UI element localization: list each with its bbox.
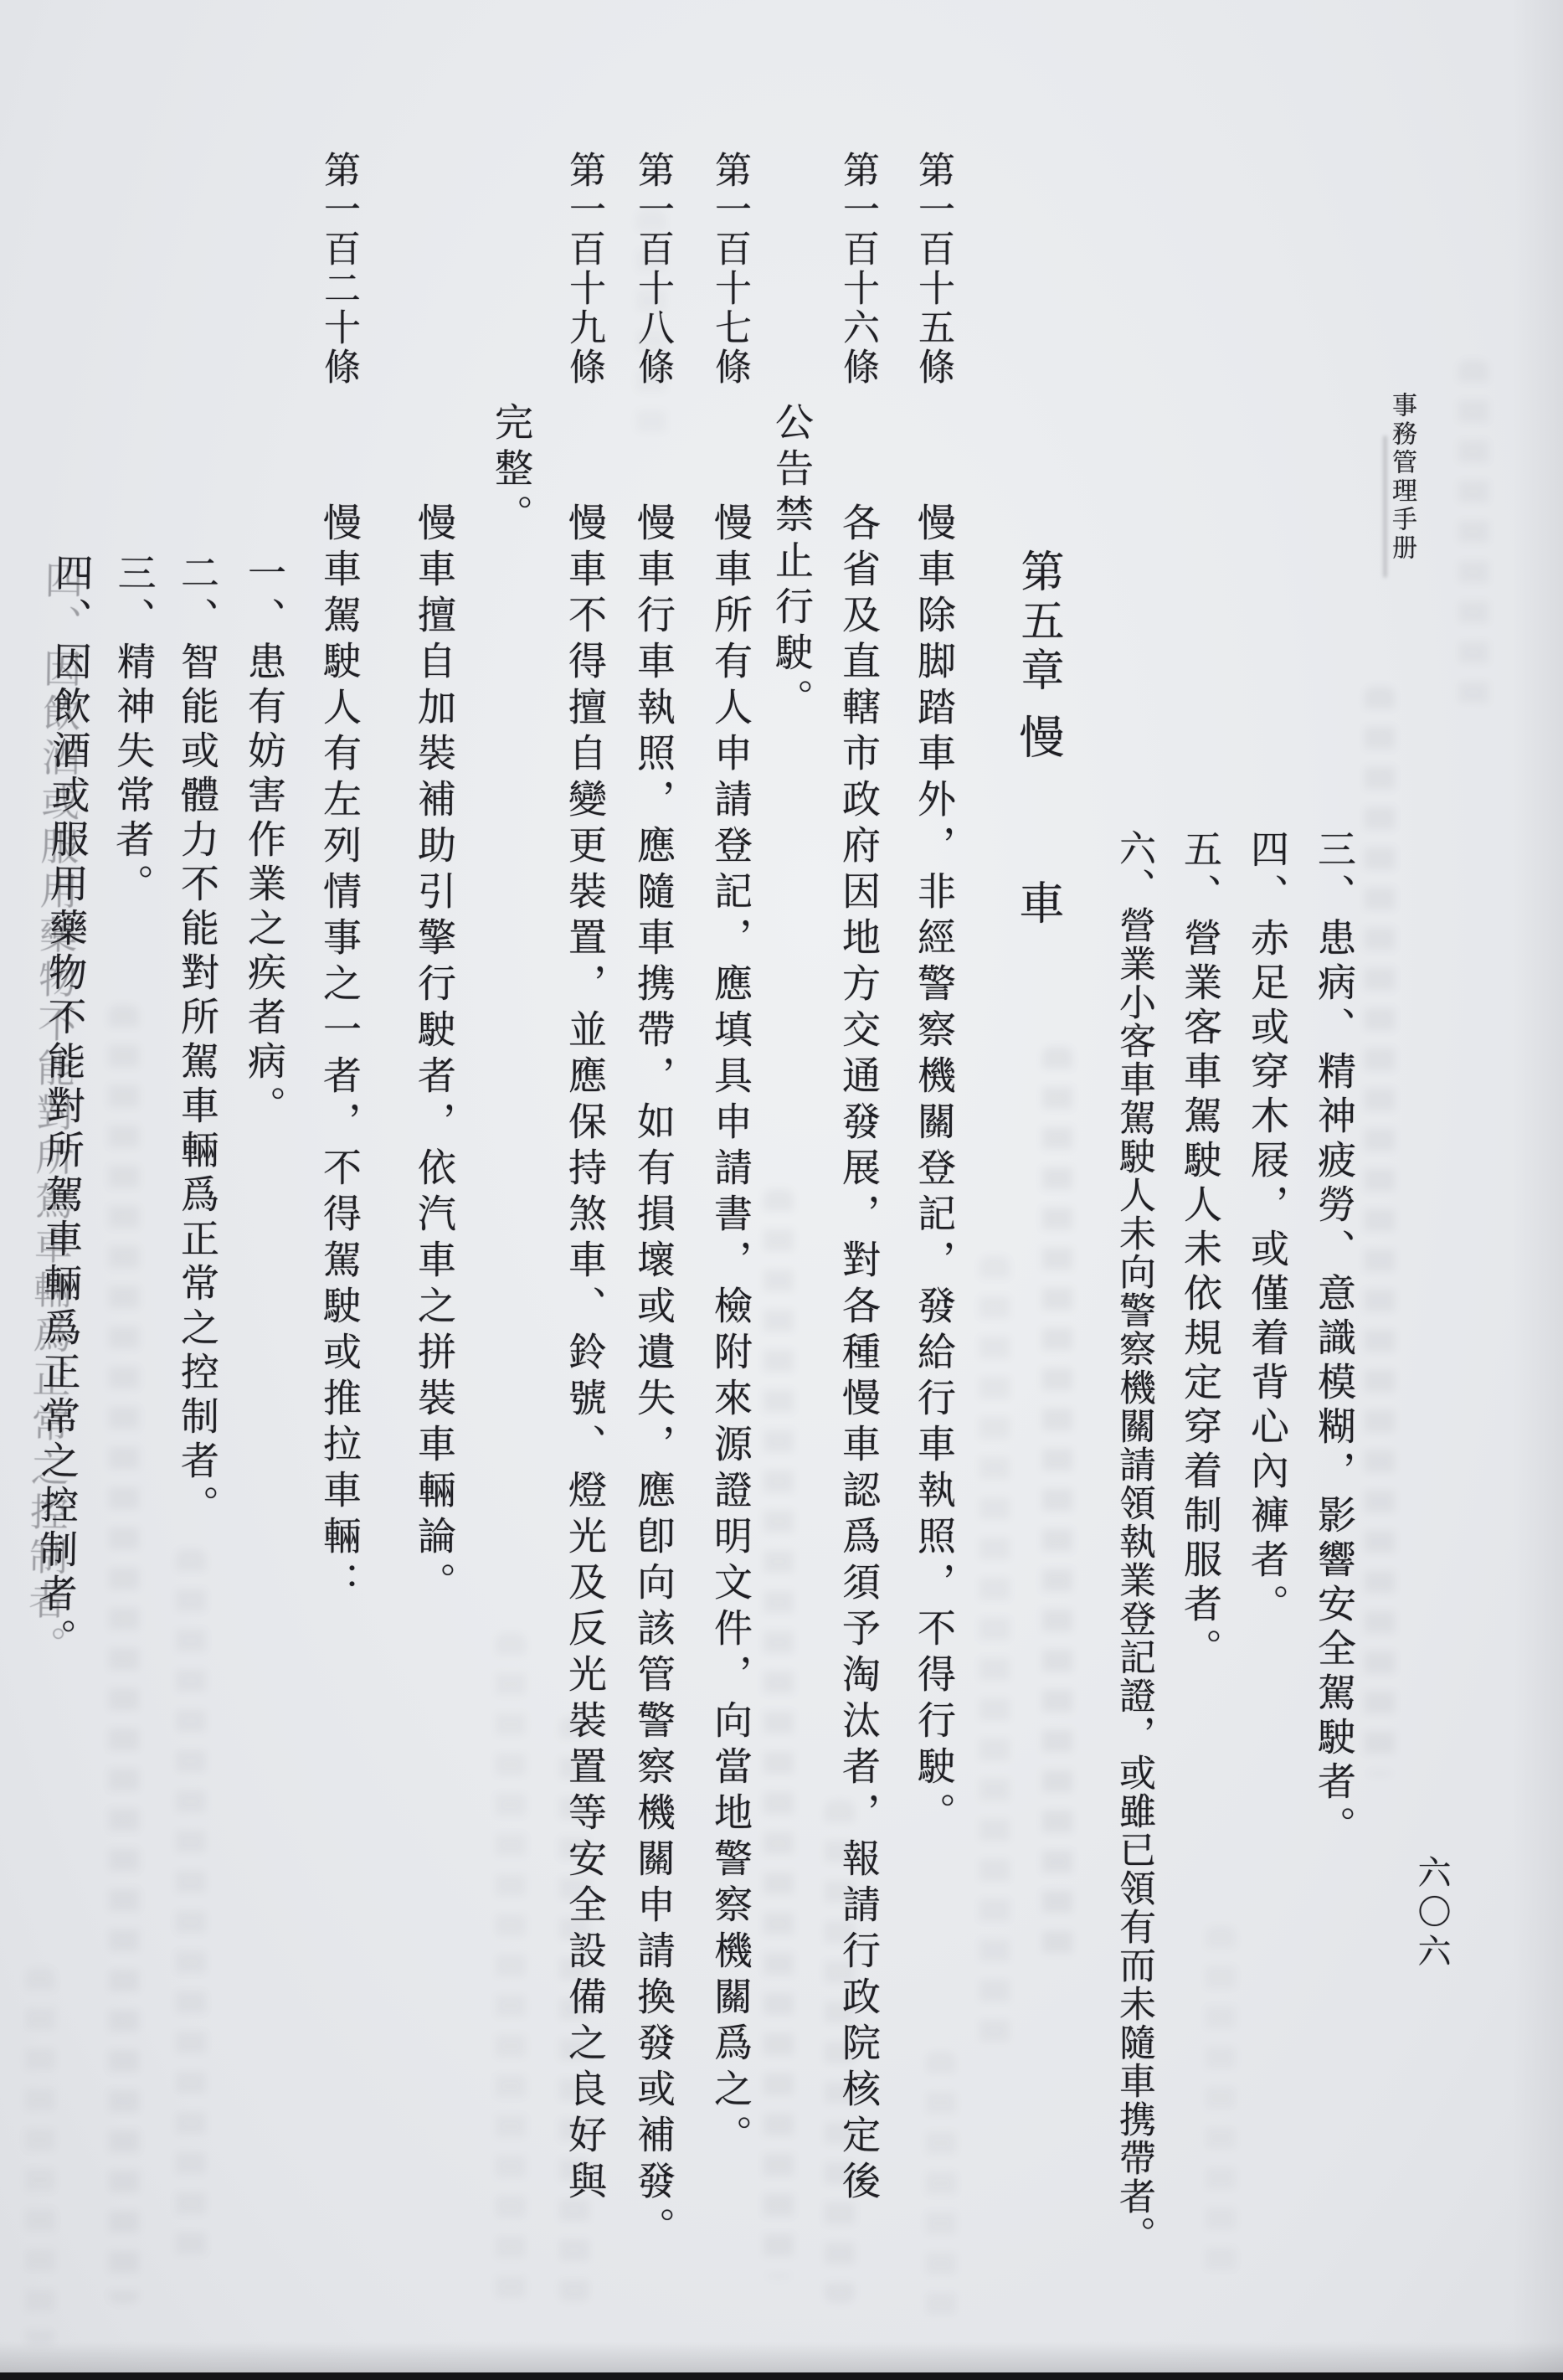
- article-117-text: 慢車所有人申請登記，應填具申請書，檢附來源證明文件，向當地警察機關爲之。: [709, 502, 752, 2161]
- prev-article-item-3: 三、患病、精神疲勞、意識模糊，影響安全駕駛者。: [1313, 829, 1355, 1850]
- article-116-label: 第一百十六條: [837, 151, 878, 387]
- article-115-label: 第一百十五條: [913, 151, 954, 387]
- article-119-paragraph-2: 慢車擅自加裝補助引擎行駛者，依汽車之拼裝車輛論。: [413, 502, 455, 1608]
- prev-article-item-4: 四、赤足或穿木屐，或僅着背心內褲者。: [1246, 829, 1288, 1628]
- bleed-through-artifact: [1042, 1047, 1072, 1968]
- article-116-text-line-1: 各省及直轄市政府因地方交通發展，對各種慢車認爲須予淘汰者，報請行政院核定後: [837, 502, 880, 2207]
- bleed-through-artifact: [764, 1189, 794, 2278]
- article-118-text: 慢車行車執照，應隨車携帶，如有損壞或遺失，應卽向該管警察機關申請換發或補發。: [632, 502, 675, 2253]
- article-118-label: 第一百十八條: [632, 151, 673, 387]
- prev-article-item-5: 五、營業客車駕駛人未依規定穿着制服者。: [1179, 829, 1221, 1672]
- article-120-label: 第一百二十條: [318, 151, 359, 387]
- prev-article-item-6: 六、營業小客車駕駛人未向警察機關請領執業登記證，或雖已領有而未隨車携帶者。: [1113, 829, 1154, 2254]
- article-120-item-4: 四、因飲酒或服用藥物不能對所駕車輛爲正常之控制者。: [33, 552, 93, 1663]
- page-number: 六〇六: [1413, 1855, 1451, 1973]
- article-120-item-2: 二、智能或體力不能對所駕車輛爲正常之控制者。: [176, 553, 219, 1529]
- bleed-through-artifact: [979, 1256, 1010, 2052]
- article-117-label: 第一百十七條: [709, 151, 750, 387]
- bleed-through-artifact: [1365, 687, 1395, 1775]
- article-115-text: 慢車除脚踏車外，非經警察機關登記，發給行車執照，不得行駛。: [913, 502, 955, 1838]
- article-119-text-line-2: 完整。: [490, 402, 532, 540]
- article-120-text: 慢車駕駛人有左列情事之一者，不得駕駛或推拉車輛：: [318, 502, 361, 1608]
- book-title: 事務管理手册: [1388, 392, 1416, 563]
- article-119-text-line-1: 慢車不得擅自變更裝置，並應保持煞車、鈴號、燈光及反光裝置等安全設備之良好與: [563, 502, 606, 2207]
- chapter-title-char-2: 車: [1013, 879, 1063, 925]
- article-119-label: 第一百十九條: [563, 151, 604, 387]
- bleed-through-artifact: [1458, 360, 1488, 720]
- bleed-through-artifact: [1206, 1926, 1236, 2278]
- bleed-through-artifact: [109, 1005, 139, 2303]
- article-116-text-line-2: 公告禁止行駛。: [770, 402, 813, 724]
- chapter-number: 第五章: [1014, 549, 1062, 697]
- article-120-item-1: 一、患有妨害作業之疾者病。: [243, 553, 285, 1130]
- bleed-through-artifact: [496, 1633, 526, 2303]
- chapter-title-char-1: 慢: [1013, 713, 1063, 759]
- bleed-through-artifact: [25, 1968, 55, 2345]
- article-120-item-3: 三、精神失常者。: [110, 552, 156, 909]
- bleed-through-artifact: [176, 1549, 206, 2261]
- bleed-through-artifact: [926, 2052, 956, 2328]
- scan-edge: [0, 2372, 1563, 2380]
